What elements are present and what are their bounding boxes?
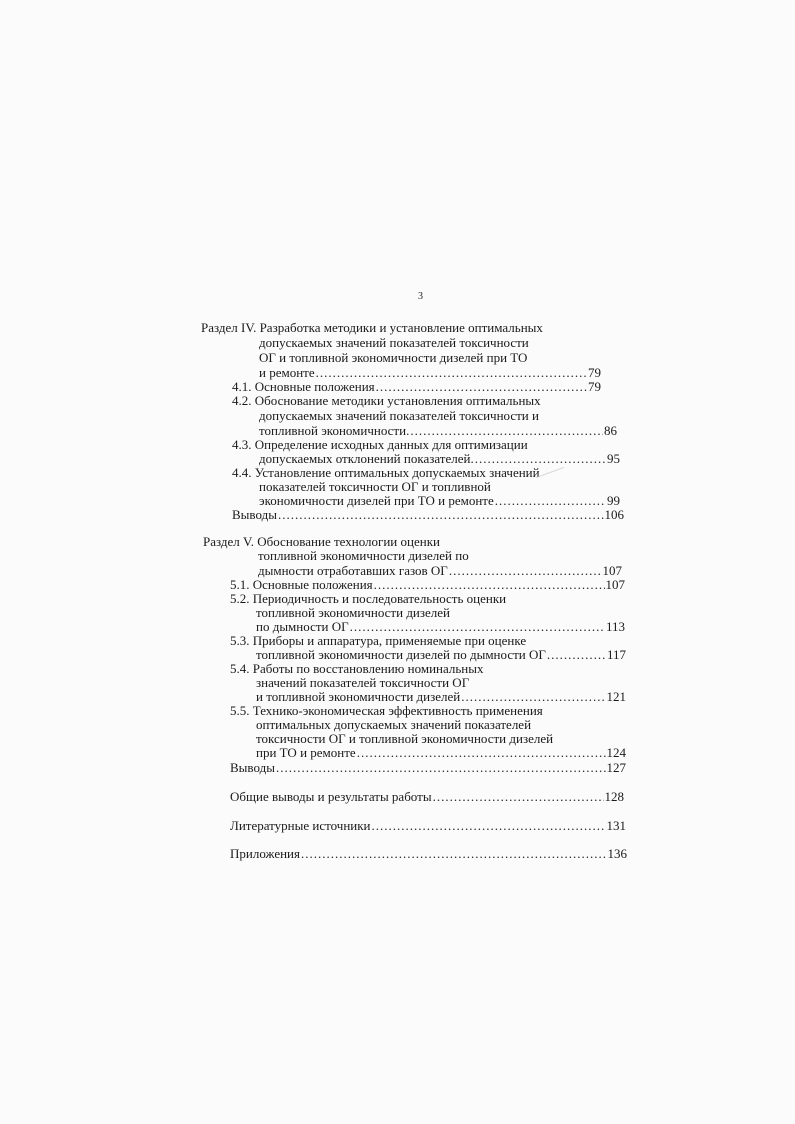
item-4-4-leader-dots [495, 493, 606, 508]
section-iv-page: 79 [588, 365, 601, 380]
section-iv-last-text: и ремонте [259, 365, 315, 380]
item-4-2-last-text: топливной экономичности. [259, 423, 410, 438]
item-4-3-last-text: допускаемых отклонений показателей. [259, 451, 474, 466]
item-5-4-leader-dots [461, 689, 605, 704]
item-5-3-line-1: 5.3. Приборы и аппаратура, применяемые при оценке [230, 633, 527, 648]
section-iv-conclusions-entry [232, 507, 624, 522]
item-5-3-leader-dots [547, 647, 606, 662]
appendices-page: 136 [607, 846, 627, 861]
item-5-2-leader-dots [350, 619, 605, 634]
item-4-3-entry [259, 451, 620, 466]
item-5-5-page: 124 [606, 745, 626, 760]
item-4-3-page: 95 [607, 451, 620, 466]
item-5-1-entry [230, 577, 625, 592]
item-4-1-text: 4.1. Основные положения [232, 379, 375, 394]
item-4-1-leader-dots [376, 379, 587, 394]
section-v-conclusions-entry [230, 760, 626, 775]
item-5-4-entry [256, 689, 626, 704]
item-4-1-entry [232, 379, 601, 394]
item-4-4-last-text: экономичности дизелей при ТО и ремонте [259, 493, 494, 508]
item-5-5-line-1: 5.5. Технико-экономическая эффективность применения [230, 703, 543, 718]
section-v-last-text: дымности отработавших газов ОГ [258, 563, 448, 578]
item-5-1-text: 5.1. Основные положения [230, 577, 373, 592]
section-v-title-line-1: Раздел V. Обоснование технологии оценки [203, 534, 440, 549]
item-4-4-line-2: показателей токсичности ОГ и топливной [259, 479, 491, 494]
item-5-3-page: 117 [606, 647, 626, 662]
section-iv-title-line-3: ОГ и топливной экономичности дизелей при ТО [259, 350, 528, 365]
section-iv-leader-dots [316, 365, 587, 380]
section-iv-conclusions-page: 106 [604, 507, 624, 522]
section-v-page: 107 [602, 563, 622, 578]
item-5-5-line-3: токсичности ОГ и топливной экономичности дизелей [256, 731, 554, 746]
page-number: 3 [418, 291, 423, 302]
literature-text: Литературные источники [230, 818, 371, 833]
item-5-3-last-text: топливной экономичности дизелей по дымности ОГ [256, 647, 546, 662]
literature-leader-dots [372, 818, 606, 833]
item-5-5-entry [256, 745, 626, 760]
item-5-5-leader-dots [357, 745, 606, 760]
item-4-4-page: 99 [607, 493, 620, 508]
item-5-4-line-1: 5.4. Работы по восстановлению номинальных [230, 661, 484, 676]
item-5-4-line-2: значений показателей токсичности ОГ [256, 675, 470, 690]
literature-page: 131 [606, 818, 626, 833]
item-4-2-leader-dots [410, 423, 603, 438]
item-5-3-entry [256, 647, 626, 662]
item-4-2-entry [259, 423, 617, 438]
section-v-entry [258, 563, 622, 578]
item-5-1-page: 107 [605, 577, 625, 592]
section-v-conclusions-text: Выводы [230, 760, 275, 775]
section-v-title-line-2: топливной экономичности дизелей по [258, 548, 469, 563]
section-v-leader-dots [449, 563, 602, 578]
item-4-3-line-1: 4.3. Определение исходных данных для оптимизации [232, 437, 528, 452]
appendices-leader-dots [301, 846, 607, 861]
item-4-2-page: 86 [604, 423, 617, 438]
general-conclusions-entry [230, 789, 624, 804]
appendices-text: Приложения [230, 846, 300, 861]
item-5-2-last-text: по дымности ОГ [256, 619, 349, 634]
section-iv-title-line-1: Раздел IV. Разработка методики и установление оптимальных [201, 320, 543, 335]
item-4-4-line-1: 4.4. Установление оптимальных допускаемых значений [232, 465, 540, 480]
item-4-2-line-2: допускаемых значений показателей токсичности и [259, 408, 539, 423]
item-5-2-page: 113 [605, 619, 625, 634]
appendices-entry [230, 846, 627, 861]
section-iv-conclusions-leader-dots [278, 507, 604, 522]
general-conclusions-text: Общие выводы и результаты работы [230, 789, 432, 804]
section-iv-entry [259, 365, 601, 380]
scan-mark [536, 467, 565, 478]
item-4-3-leader-dots [475, 451, 606, 466]
item-5-2-line-2: топливной экономичности дизелей [256, 605, 451, 620]
item-4-2-line-1: 4.2. Обоснование методики установления оптимальных [232, 393, 541, 408]
section-v-conclusions-leader-dots [276, 760, 606, 775]
item-4-4-entry [259, 493, 620, 508]
item-5-5-last-text: при ТО и ремонте [256, 745, 356, 760]
general-conclusions-page: 128 [604, 789, 624, 804]
section-iv-title-line-2: допускаемых значений показателей токсичности [259, 335, 529, 350]
item-4-1-page: 79 [588, 379, 601, 394]
item-5-4-last-text: и топливной экономичности дизелей [256, 689, 461, 704]
item-5-5-line-2: оптимальных допускаемых значений показателей [256, 717, 532, 732]
item-5-1-leader-dots [374, 577, 605, 592]
section-iv-conclusions-text: Выводы [232, 507, 277, 522]
section-v-conclusions-page: 127 [606, 760, 626, 775]
item-5-4-page: 121 [606, 689, 626, 704]
general-conclusions-leader-dots [433, 789, 604, 804]
item-5-2-entry [256, 619, 625, 634]
item-5-2-line-1: 5.2. Периодичность и последовательность оценки [230, 591, 507, 606]
literature-entry [230, 818, 626, 833]
